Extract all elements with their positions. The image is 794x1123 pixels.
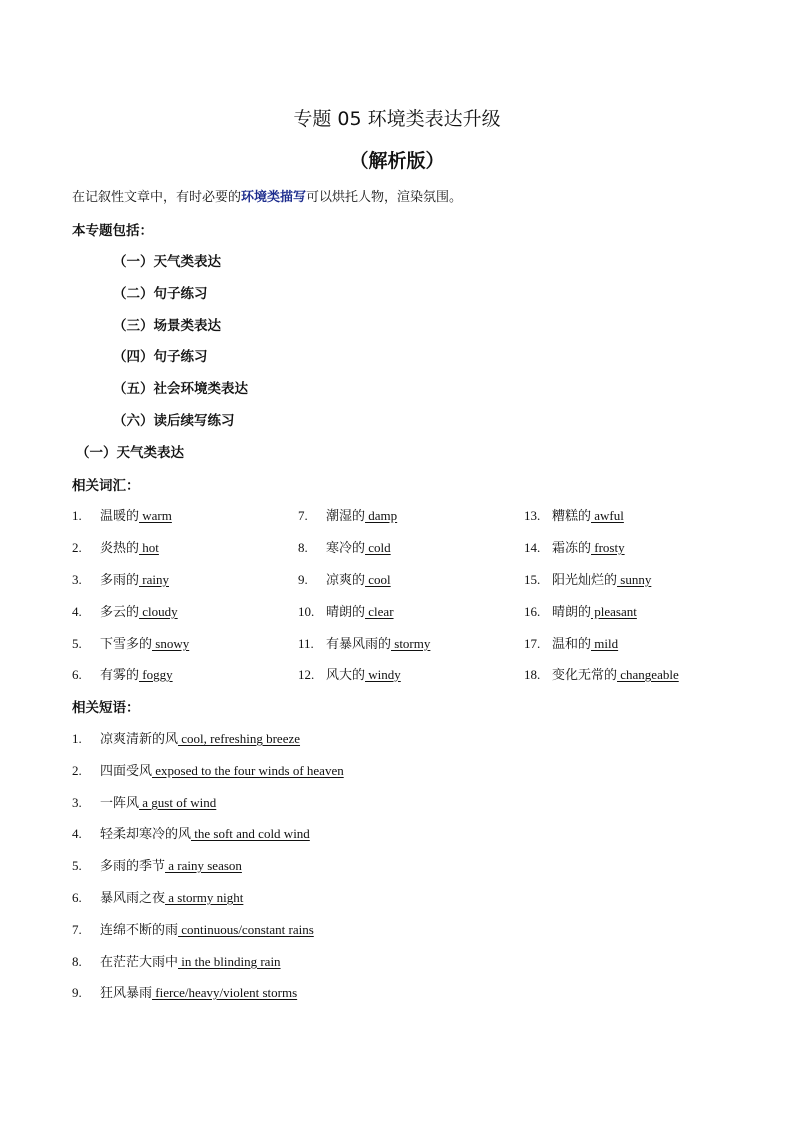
vocab-item: 13. 糟糕的 awful [524, 508, 624, 524]
vocab-item: 2. 炎热的 hot [72, 540, 159, 556]
vocab-item: 9. 凉爽的 cool [298, 572, 391, 588]
phrase-item: 7. 连绵不断的雨 continuous/constant rains [72, 922, 314, 938]
contents-item: （五）社会环境类表达 [113, 381, 248, 397]
phrase-item: 1. 凉爽清新的风 cool, refreshing breeze [72, 731, 301, 747]
vocab-item: 3. 多雨的 rainy [72, 572, 169, 588]
page-subtitle: （解析版） [349, 150, 445, 172]
phrase-item: 2. 四面受风 exposed to the four winds of heaven [72, 763, 344, 779]
vocab-heading: 相关词汇： [72, 478, 140, 494]
contents-heading: 本专题包括： [72, 223, 153, 239]
section-heading: （一）天气类表达 [76, 445, 184, 461]
contents-item: （三）场景类表达 [113, 318, 221, 334]
contents-item: （二）句子练习 [113, 286, 208, 302]
vocab-item: 15. 阳光灿烂的 sunny [524, 572, 652, 588]
vocab-item: 1. 温暖的 warm [72, 508, 172, 524]
vocab-item: 17. 温和的 mild [524, 636, 619, 652]
phrases-heading: 相关短语： [72, 700, 140, 716]
intro-highlight: 环境类描写 [241, 190, 307, 205]
vocab-item: 7. 潮湿的 damp [298, 508, 398, 524]
contents-item: （一）天气类表达 [113, 254, 221, 270]
vocab-item: 12. 风大的 windy [298, 667, 401, 683]
phrase-item: 5. 多雨的季节 a rainy season [72, 858, 242, 874]
page-title: 专题 05 环境类表达升级 [293, 108, 501, 130]
phrase-item: 8. 在茫茫大雨中 in the blinding rain [72, 954, 281, 970]
vocab-item: 18. 变化无常的 changeable [524, 667, 679, 683]
contents-item: （四）句子练习 [113, 349, 208, 365]
vocab-item: 10. 晴朗的 clear [298, 604, 394, 620]
vocab-item: 4. 多云的 cloudy [72, 604, 178, 620]
vocab-item: 8. 寒冷的 cold [298, 540, 391, 556]
phrase-item: 3. 一阵风 a gust of wind [72, 795, 217, 811]
vocab-item: 5. 下雪多的 snowy [72, 636, 190, 652]
vocab-item: 6. 有雾的 foggy [72, 667, 173, 683]
intro-before: 在记叙性文章中，有时必要的 [72, 190, 242, 205]
phrase-item: 4. 轻柔却寒冷的风 the soft and cold wind [72, 826, 310, 842]
phrase-item: 9. 狂风暴雨 fierce/heavy/violent storms [72, 985, 298, 1001]
intro-paragraph [72, 186, 462, 205]
intro-after: 可以烘托人物，渲染氛围。 [306, 190, 463, 205]
vocab-item: 11. 有暴风雨的 stormy [298, 636, 431, 652]
contents-item: （六）读后续写练习 [113, 413, 235, 429]
phrase-item: 6. 暴风雨之夜 a stormy night [72, 890, 244, 906]
vocab-item: 16. 晴朗的 pleasant [524, 604, 637, 620]
vocab-item: 14. 霜冻的 frosty [524, 540, 625, 556]
